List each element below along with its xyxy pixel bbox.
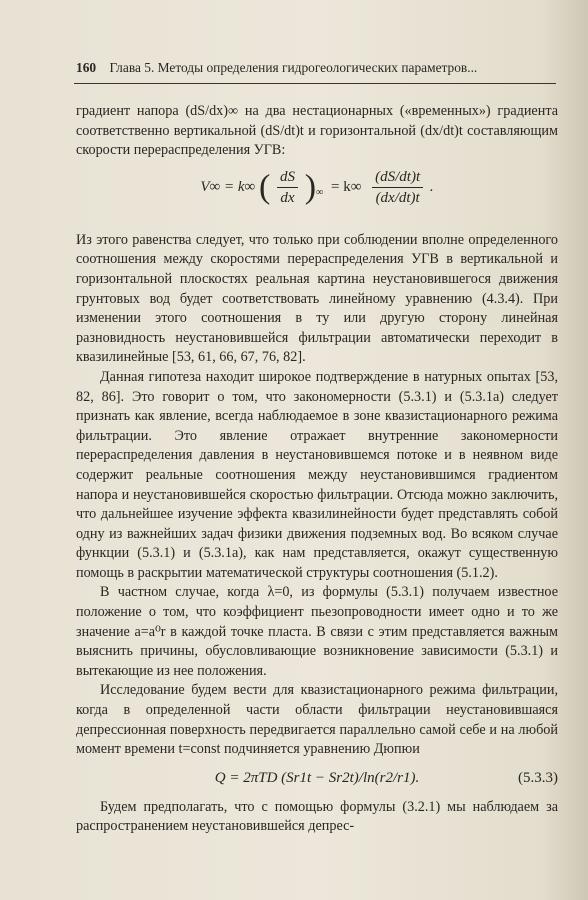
paragraph-3: Данная гипотеза находит широкое подтверждение в натурных опытах [53, 82, 86]. Это говорит о том, что закономерности (5.3.1) и (5.3.1а) следует признать как явление, всегда наблюдаемое в зоне квазистационарного режима фильтрации. Это явление отражает внутренние закономерности перераспределения давления в неустановившемся потоке и в неявном виде содержит реальные соотношения между неустановившимся градиентом напора и неустановившейся скоростью фильтрации. Отсюда можно заключить, что дальнейшее изучение эффекта квазилинейности будет представлять собой одну из важнейших задач физики движения подземных вод. Во всяком случае функции (5.3.1) и (5.3.1а), как нам представляется, окажут существенную помощь в раскрытии математической структуры соотношения (5.1.2). bbox=[76, 368, 558, 581]
formula1-fraction-2 bbox=[372, 167, 423, 208]
formula2-text: Q = 2πTD (Sr1t − Sr2t)/ln(r2/r1). bbox=[214, 770, 420, 787]
formula1-right-paren: ) bbox=[304, 168, 317, 206]
formula-dupuit bbox=[76, 766, 558, 792]
paragraph-1: градиент напора (dS/dx)∞ на два нестационарных («временных») градиента соответственно вертикальной (dS/dt)t и горизонтальной (dx/dt)t составляющим скорости перераспределения УГВ: bbox=[76, 103, 558, 159]
page-number: 160 bbox=[76, 60, 97, 75]
paragraph-6: Будем предполагать, что с помощью формулы (3.2.1) мы наблюдаем за распространением неустановившейся депрес- bbox=[76, 798, 558, 835]
formula1-frac2-denominator: (dx/dt)t bbox=[375, 189, 420, 206]
formula1-lhs: V∞ = k∞ bbox=[200, 178, 256, 195]
formula1-trail: . bbox=[429, 178, 434, 195]
formula1-left-paren: ( bbox=[258, 168, 271, 206]
header-rule bbox=[74, 83, 556, 84]
running-header bbox=[76, 60, 556, 82]
paragraph-4: В частном случае, когда λ=0, из формулы (5.3.1) получаем известное положение о том, что коэффициент пьезопроводности имеет одно и то же значение a=a⁰r в каждой точке пласта. В связи с этим представляется важным выяснить причины, обусловливающие возникновение зависимости (5.3.1) и вытекающие из нее положения. bbox=[76, 584, 558, 679]
formula1-fraction-1 bbox=[277, 167, 298, 208]
page-body bbox=[76, 102, 558, 837]
paragraph-5: Исследование будем вести для квазистационарного режима фильтрации, когда в определенной части области фильтрации неустановившаяся депрессионная поверхность передвигается параллельно самой себе и на любой момент времени t=const подчиняется уравнению Дюпюи bbox=[76, 682, 558, 758]
formula2-number: (5.3.3) bbox=[518, 770, 558, 787]
paragraph-2: Из этого равенства следует, что только при соблюдении вполне определенного соотношения между скоростями перераспределения УГВ в вертикальной и горизонтальной плоскостях реальная картина неустановившегося движения грунтовых вод будет соответствовать линейному уравнению (4.3.4). При изменении этого соотношения в ту или другую сторону линейная разновидность неустановившейся фильтрации автоматически переходит в квазилинейные [53, 61, 66, 67, 76, 82]. bbox=[76, 231, 558, 366]
formula1-frac1-numerator: dS bbox=[277, 167, 298, 188]
formula-velocity bbox=[76, 167, 558, 225]
formula1-middle: = k∞ bbox=[330, 178, 362, 195]
formula1-frac1-subscript: ∞ bbox=[316, 186, 324, 198]
running-title: Глава 5. Методы определения гидрогеологических параметров... bbox=[109, 60, 478, 75]
formula1-frac2-numerator: (dS/dt)t bbox=[372, 167, 423, 188]
formula1-frac1-denominator: dx bbox=[280, 189, 295, 206]
